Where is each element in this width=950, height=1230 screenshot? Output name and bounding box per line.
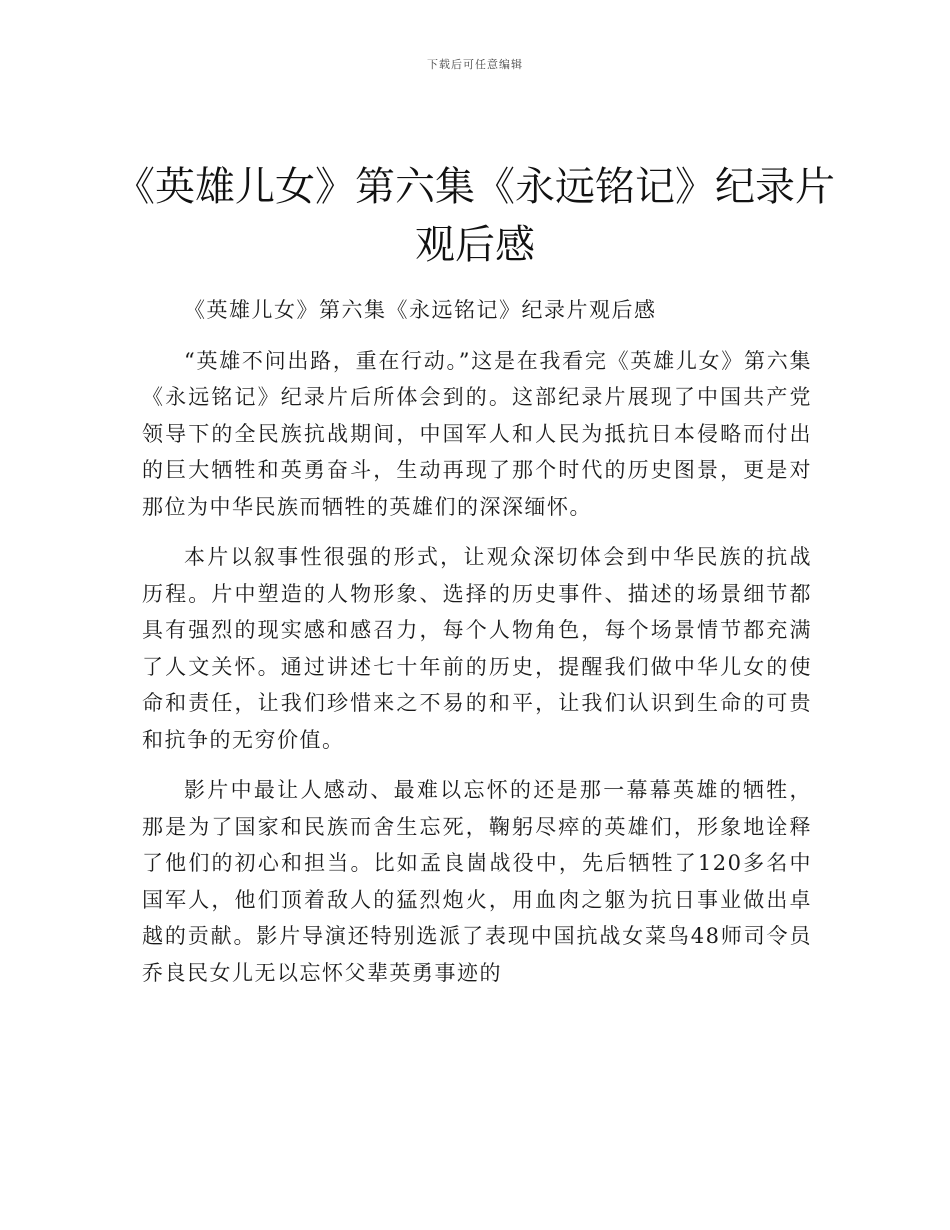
paragraph-2: 本片以叙事性很强的形式，让观众深切体会到中华民族的抗战历程。片中塑造的人物形象、选择的历史事件、描述的场景细节都具有强烈的现实感和感召力，每个人物角色，每个场景情节都充满了人文关怀。通过讲述七十年前的历史，提醒我们做中华儿女的使命和责任，让我们珍惜来之不易的和平，让我们认识到生命的可贵和抗争的无穷价值。 xyxy=(142,545,812,752)
paragraph-1: “英雄不问出路，重在行动。”这是在我看完《英雄儿女》第六集《永远铭记》纪录片后所体会到的。这部纪录片展现了中国共产党领导下的全民族抗战期间，中国军人和人民为抵抗日本侵略而付出的巨大牺牲和英勇奋斗，生动再现了那个时代的历史图景，更是对那位为中华民族而牺牲的英雄们的深深缅怀。 xyxy=(142,348,812,519)
document-body xyxy=(142,292,812,1005)
paragraph-3: 影片中最让人感动、最难以忘怀的还是那一幕幕英雄的牺牲，那是为了国家和民族而舍生忘死，鞠躬尽瘁的英雄们，形象地诠释了他们的初心和担当。比如孟良崮战役中，先后牺牲了120多名中国军人，他们顶着敌人的猛烈炮火，用血肉之躯为抗日事业做出卓越的贡献。影片导演还特别选派了表现中国抗战女菜鸟48师司令员乔良民女儿无以忘怀父辈英勇事迹的 xyxy=(142,778,812,985)
document-subtitle: 《英雄儿女》第六集《永远铭记》纪录片观后感 xyxy=(184,298,657,322)
header-note: 下载后可任意编辑 xyxy=(427,58,523,71)
document-title: 《英雄儿女》第六集《永远铭记》纪录片观后感 xyxy=(115,164,835,268)
